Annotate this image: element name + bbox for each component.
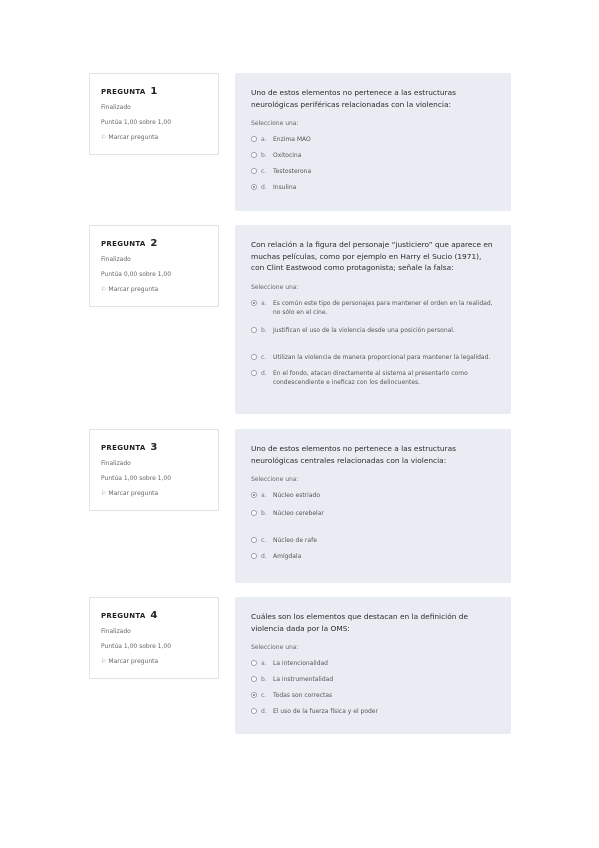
radio-button[interactable] (251, 327, 257, 333)
select-prompt: Seleccione una: (251, 644, 299, 651)
answer-option[interactable] (251, 659, 495, 668)
flag-question-link[interactable] (101, 134, 208, 142)
option-text: La instrumentalidad (273, 676, 334, 683)
question-heading (101, 610, 208, 622)
question-number: 2 (150, 238, 158, 249)
option-text: Núcleo de rafe (273, 537, 317, 544)
answer-option[interactable] (251, 167, 495, 176)
answer-option[interactable] (251, 536, 495, 545)
question-heading (101, 442, 208, 454)
answer-option[interactable] (251, 369, 495, 387)
flag-question-link[interactable] (101, 490, 208, 498)
question-number: 3 (150, 442, 158, 453)
answer-option[interactable] (251, 675, 495, 684)
option-text: Núcleo estriado (273, 492, 320, 499)
question-state: Finalizado (101, 104, 131, 111)
question-3-content (235, 429, 511, 583)
option-text: La intencionalidad (273, 660, 328, 667)
question-score: Puntúa 1,00 sobre 1,00 (101, 119, 172, 126)
question-2-info (89, 225, 219, 307)
radio-button[interactable] (251, 370, 257, 376)
question-text: Con relación a la figura del personaje “justiciero” que aparece en muchas películas, como por ejemplo en Harry el Sucio (1971), con Clint Eastwood como protagonista; señale la falsa: (251, 240, 493, 272)
question-label: PREGUNTA (101, 240, 146, 248)
question-2-content (235, 225, 511, 414)
flag-label: Marcar pregunta (108, 658, 159, 665)
radio-button[interactable] (251, 510, 257, 516)
question-label: PREGUNTA (101, 444, 146, 452)
answer-option[interactable] (251, 491, 495, 500)
question-4-content (235, 597, 511, 734)
option-letter: d. (261, 553, 267, 560)
radio-button[interactable] (251, 676, 257, 682)
question-state: Finalizado (101, 256, 131, 263)
question-score: Puntúa 0,00 sobre 1,00 (101, 271, 172, 278)
question-4-info (89, 597, 219, 679)
radio-button[interactable] (251, 708, 257, 714)
option-text: Todas son correctas (273, 692, 333, 699)
answer-option[interactable] (251, 691, 495, 700)
question-text: Cuáles son los elementos que destacan en la definición de violencia dada por la OMS: (251, 612, 469, 633)
flag-label: Marcar pregunta (108, 490, 159, 497)
select-prompt: Seleccione una: (251, 283, 299, 291)
option-letter: c. (261, 168, 267, 175)
question-heading (101, 238, 208, 250)
answer-option[interactable] (251, 707, 495, 716)
option-text: Núcleo cerebelar (273, 510, 324, 517)
radio-button[interactable] (251, 168, 257, 174)
question-1-info (89, 73, 219, 155)
question-label: PREGUNTA (101, 612, 146, 620)
option-text: Es común este tipo de personajes para mantener el orden en la realidad, no sólo en el cine. (273, 299, 493, 316)
option-text: Insulina (273, 184, 297, 191)
option-letter: c. (261, 692, 267, 699)
flag-label: Marcar pregunta (108, 286, 159, 293)
question-text: Uno de estos elementos no pertenece a las estructuras neurológicas centrales relacionadas con la violencia: (251, 444, 456, 465)
option-letter: b. (261, 676, 267, 683)
question-score: Puntúa 1,00 sobre 1,00 (101, 643, 172, 650)
radio-button[interactable] (251, 152, 257, 158)
flag-question-link[interactable] (101, 286, 208, 294)
radio-button-selected[interactable] (251, 492, 257, 498)
option-letter: a. (261, 299, 267, 307)
option-letter: b. (261, 326, 267, 334)
option-letter: a. (261, 660, 267, 667)
question-score: Puntúa 1,00 sobre 1,00 (101, 475, 172, 482)
option-letter: a. (261, 136, 267, 143)
radio-button-selected[interactable] (251, 300, 257, 306)
question-1-content (235, 73, 511, 211)
select-prompt: Seleccione una: (251, 120, 299, 127)
flag-icon: ⚐ (101, 658, 107, 665)
question-number: 4 (150, 610, 158, 621)
answer-option[interactable] (251, 151, 495, 160)
option-text: En el fondo, atacan directamente al sistema al presentarlo como condescendiente e ineficaz con los delincuentes. (273, 369, 468, 386)
question-text: Uno de estos elementos no pertenece a las estructuras neurológicas periféricas relacionadas con la violencia: (251, 88, 456, 109)
question-state: Finalizado (101, 460, 131, 467)
flag-icon: ⚐ (101, 490, 107, 497)
question-state: Finalizado (101, 628, 131, 635)
radio-button-selected[interactable] (251, 692, 257, 698)
option-text: El uso de la fuerza física y el poder (273, 708, 378, 715)
option-letter: b. (261, 152, 267, 159)
flag-question-link[interactable] (101, 658, 208, 666)
option-letter: d. (261, 184, 267, 191)
option-letter: d. (261, 369, 267, 377)
question-label: PREGUNTA (101, 88, 146, 96)
answer-option[interactable] (251, 509, 495, 518)
option-letter: c. (261, 537, 267, 544)
radio-button[interactable] (251, 660, 257, 666)
option-text: Amígdala (273, 553, 302, 560)
option-letter: a. (261, 492, 267, 499)
radio-button[interactable] (251, 354, 257, 360)
radio-button-selected[interactable] (251, 184, 257, 190)
answer-option[interactable] (251, 552, 495, 561)
option-text: Utilizan la violencia de manera proporcional para mantener la legalidad. (273, 353, 491, 361)
radio-button[interactable] (251, 537, 257, 543)
option-text: Testosterona (273, 168, 312, 175)
answer-option[interactable] (251, 183, 495, 192)
answer-option[interactable] (251, 299, 495, 317)
option-letter: b. (261, 510, 267, 517)
flag-icon: ⚐ (101, 134, 107, 141)
option-text: Enzima MAO (273, 136, 311, 143)
answer-option[interactable] (251, 326, 495, 335)
option-letter: c. (261, 353, 267, 361)
flag-label: Marcar pregunta (108, 134, 159, 141)
radio-button[interactable] (251, 553, 257, 559)
answer-option[interactable] (251, 135, 495, 144)
select-prompt: Seleccione una: (251, 476, 299, 483)
radio-button[interactable] (251, 136, 257, 142)
option-letter: d. (261, 708, 267, 715)
question-heading (101, 86, 208, 98)
option-text: Oxitocina (273, 152, 302, 159)
question-3-info (89, 429, 219, 511)
question-number: 1 (150, 86, 158, 97)
flag-icon: ⚐ (101, 286, 107, 293)
answer-option[interactable] (251, 353, 495, 362)
option-text: Justifican el uso de la violencia desde una posición personal. (273, 326, 455, 334)
